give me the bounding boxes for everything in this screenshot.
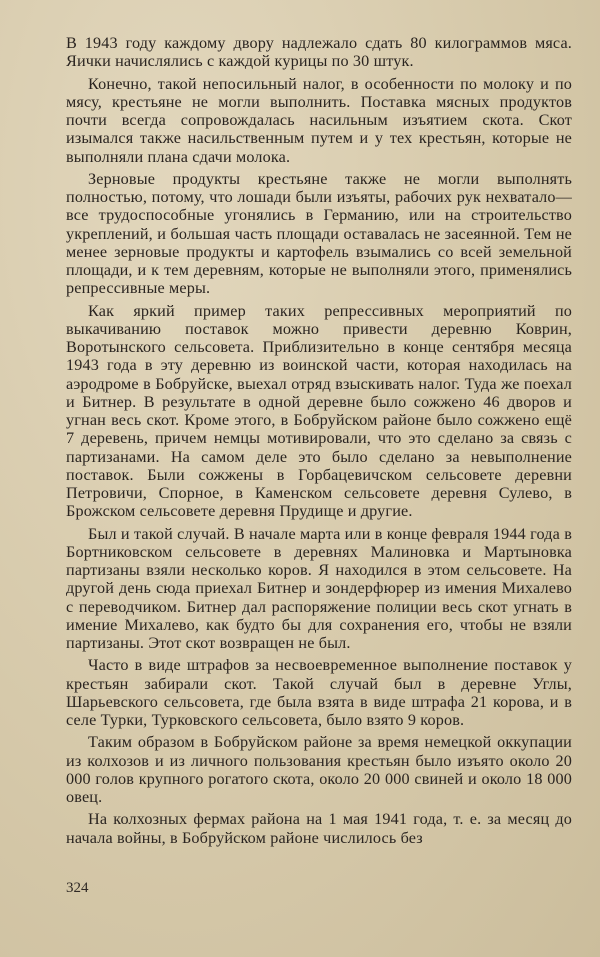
paragraph-milk-meat-tax: Конечно, такой непосильный налог, в особенности по молоку и по мясу, крестьяне не могли выполнить. Поставка мясных продуктов почти всегда сопровождалась насильным изъятием скота. Скот изымался также насильственным путем и у тех крестьян, которые не выполняли плана сдачи молока. [66,74,572,166]
paragraph-kovrin-example: Как яркий пример таких репрессивных мероприятий по выкачиванию поставок можно привести деревню Коврин, Воротынского сельсовета. Приблизительно в конце сентября месяца 1943 года в эту деревню из воинской части, которая находилась на аэродроме в Бобруйске, выехал отряд взыскивать налог. Туда же поехал и Битнер. В результате в одной деревне было сожжено 46 дворов и угнан весь скот. Кроме этого, в Бобруйском районе было сожжено ещё 7 деревень, причем немцы мотивировали, что это сделано за связь с партизанами. На самом деле это было сделано за невыполнение поставок. Были сожжены в Горбацевичском сельсовете деревни Петровичи, Спорное, в Каменском сельсовете деревня Сулево, в Брожском сельсовете деревня Прудище и другие. [66,301,572,521]
body-text [66,34,572,847]
paragraph-meat-quota: В 1943 году каждому двору надлежало сдать 80 килограммов мяса. Яички начислялись с каждой курицы по 30 штук. [66,34,572,71]
paragraph-grain-products: Зерновые продукты крестьяне также не могли выполнять полностью, потому, что лошади были изъяты, рабочих рук нехватало—все трудоспособные угонялись в Германию, или на строительство укреплений, и большая часть площади оставалась не засеянной. Тем не менее зерновые продукты и картофель взымались со всей земельной площади, и к тем деревням, которые не выполняли этого, применялись репрессивные меры. [66,169,572,298]
paragraph-bortnikovo-case: Был и такой случай. В начале марта или в конце февраля 1944 года в Бортниковском сельсовете в деревнях Малиновка и Мартыновка партизаны взяли несколько коров. Я находился в этом сельсовете. На другой день сюда приехал Битнер и зондерфюрер из имения Михалево с переводчиком. Битнер дал распоряжение полиции весь скот угнать в имение Михалево, как будто бы для сохранения его, чтобы не взяли партизаны. Этот скот возвращен не был. [66,524,572,652]
paragraph-fines: Часто в виде штрафов за несвоевременное выполнение поставок у крестьян забирали скот. Такой случай был в деревне Углы, Шарьевского сельсовета, где была взята в виде штрафа 21 корова, и в селе Турки, Турковского сельсовета, было взято 9 коров. [66,656,572,729]
page-number: 324 [66,880,89,896]
paragraph-collective-farms: На колхозных фермах района на 1 мая 1941 года, т. е. за месяц до начала войны, в Бобруйском районе числилось без [66,810,572,847]
paragraph-totals: Таким образом в Бобруйском районе за время немецкой оккупации из колхозов и из личного пользования крестьян было изъято около 20 000 голов крупного рогатого скота, около 20 000 свиней и около 18 000 овец. [66,733,572,806]
